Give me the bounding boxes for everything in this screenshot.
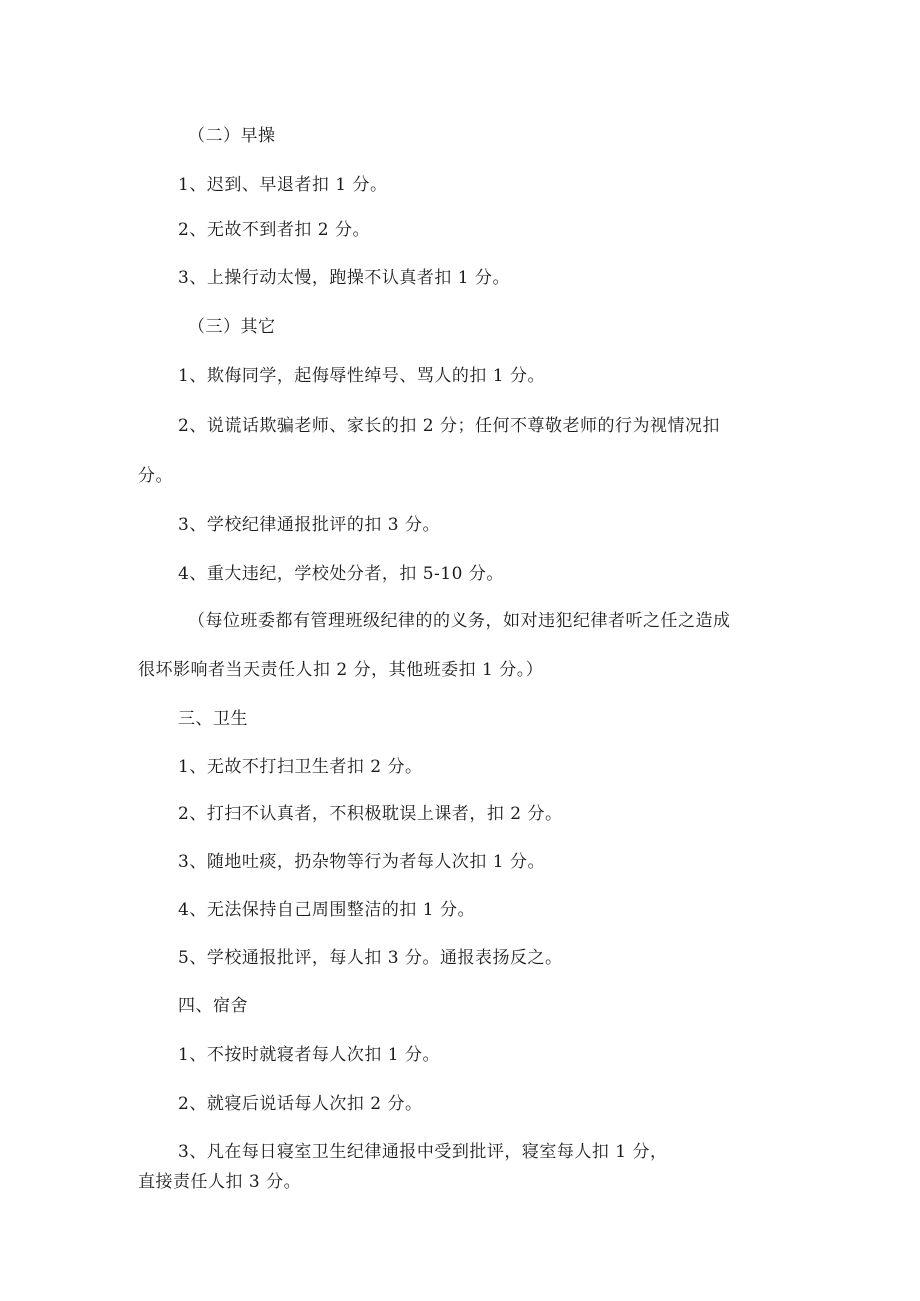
rule-item: 5、学校通报批评，每人扣 3 分。通报表扬反之。 — [178, 948, 563, 968]
rule-item: 3、凡在每日寝室卫生纪律通报中受到批评，寝室每人扣 1 分， — [178, 1142, 668, 1162]
rule-item: 3、上操行动太慢，跑操不认真者扣 1 分。 — [178, 268, 510, 288]
note-paragraph: （每位班委都有管理班级纪律的的义务，如对违犯纪律者听之任之造成 — [188, 611, 731, 631]
rule-item: 1、不按时就寝者每人次扣 1 分。 — [178, 1045, 440, 1065]
section-heading-other: （三）其它 — [188, 317, 276, 337]
rule-item: 3、学校纪律通报批评的扣 3 分。 — [178, 515, 440, 535]
section-heading-hygiene: 三、卫生 — [178, 709, 248, 729]
note-paragraph-continuation: 很坏影响者当天责任人扣 2 分，其他班委扣 1 分。） — [138, 660, 544, 680]
rule-item: 2、打扫不认真者，不积极耽误上课者，扣 2 分。 — [178, 804, 563, 824]
rule-item: 4、无法保持自己周围整洁的扣 1 分。 — [178, 900, 475, 920]
rule-item: 4、重大违纪，学校处分者，扣 5-10 分。 — [178, 564, 504, 584]
rule-item: 1、无故不打扫卫生者扣 2 分。 — [178, 757, 423, 777]
rule-item: 1、迟到、早退者扣 1 分。 — [178, 175, 388, 195]
rule-item: 2、就寝后说话每人次扣 2 分。 — [178, 1094, 423, 1114]
rule-item-continuation: 直接责任人扣 3 分。 — [138, 1172, 302, 1192]
rule-item: 1、欺侮同学，起侮辱性绰号、骂人的扣 1 分。 — [178, 366, 545, 386]
section-heading-dormitory: 四、宿舍 — [178, 996, 248, 1016]
rule-item-continuation: 分。 — [138, 466, 173, 486]
rule-item: 2、无故不到者扣 2 分。 — [178, 220, 370, 240]
rule-item: 3、随地吐痰，扔杂物等行为者每人次扣 1 分。 — [178, 852, 545, 872]
rule-item: 2、说谎话欺骗老师、家长的扣 2 分；任何不尊敬老师的行为视情况扣 — [178, 416, 720, 436]
section-heading-morning-exercise: （二）早操 — [188, 126, 276, 146]
